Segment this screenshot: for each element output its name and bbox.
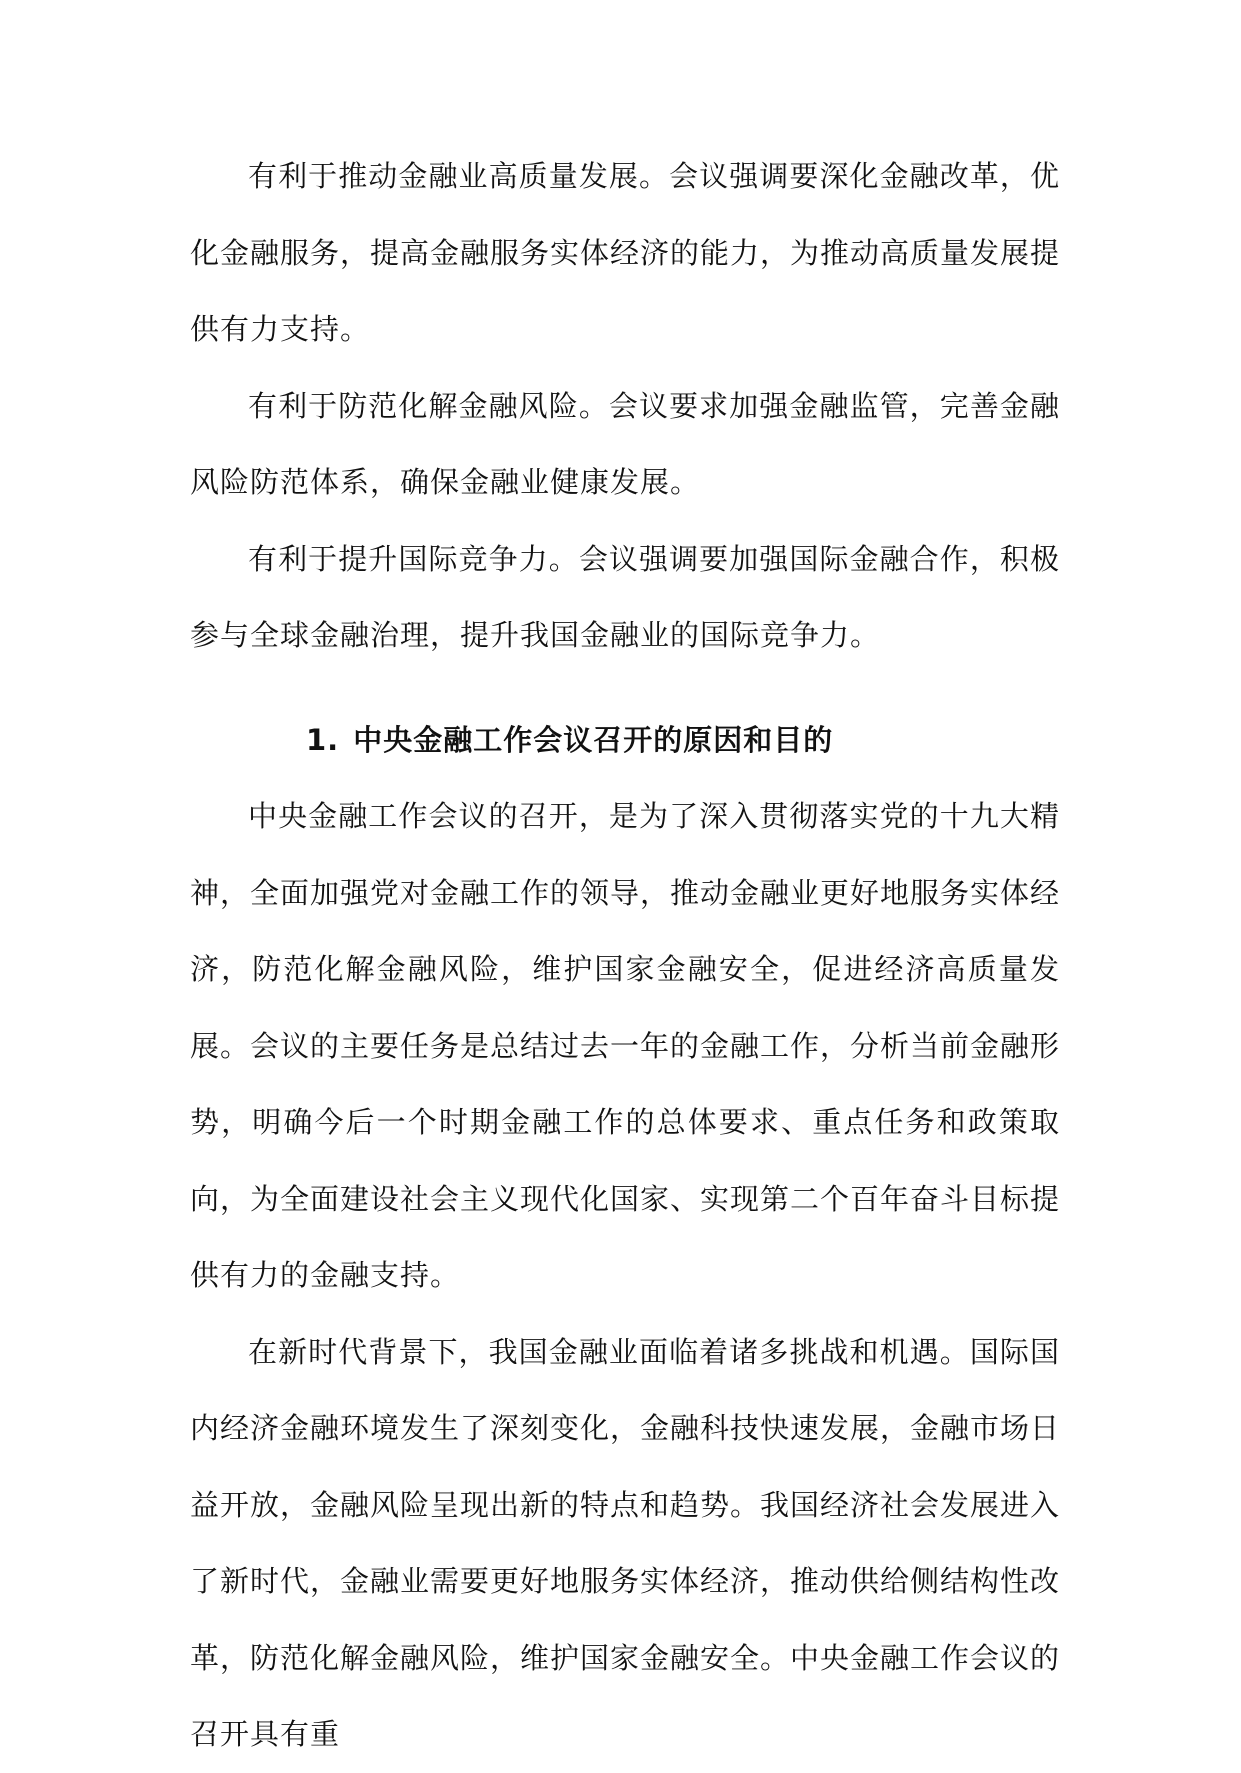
- paragraph-high-quality-development: 有利于推动金融业高质量发展。会议强调要深化金融改革，优化金融服务，提高金融服务实体经济的能力，为推动高质量发展提供有力支持。: [190, 159, 1061, 346]
- paragraph-international-competitiveness: 有利于提升国际竞争力。会议强调要加强国际金融合作，积极参与全球金融治理，提升我国金融业的国际竞争力。: [190, 541, 1060, 652]
- section-number: 1.: [306, 722, 340, 757]
- section-heading: [190, 702, 1060, 779]
- paragraph-new-era-background: 在新时代背景下，我国金融业面临着诸多挑战和机遇。国际国内经济金融环境发生了深刻变化，金融科技快速发展，金融市场日益开放，金融风险呈现出新的特点和趋势。我国经济社会发展进入了新时代，金融业需要更好地服务实体经济，推动供给侧结构性改革，防范化解金融风险，维护国家金融安全。中央金融工作会议的召开具有重: [190, 1334, 1061, 1751]
- section-title: 中央金融工作会议召开的原因和目的: [353, 722, 834, 757]
- document-page: [190, 138, 1060, 1773]
- paragraph-financial-risk: 有利于防范化解金融风险。会议要求加强金融监管，完善金融风险防范体系，确保金融业健康发展。: [190, 388, 1060, 499]
- paragraph-meeting-purpose: 中央金融工作会议的召开，是为了深入贯彻落实党的十九大精神，全面加强党对金融工作的领导，推动金融业更好地服务实体经济，防范化解金融风险，维护国家金融安全，促进经济高质量发展。会议的主要任务是总结过去一年的金融工作，分析当前金融形势，明确今后一个时期金融工作的总体要求、重点任务和政策取向，为全面建设社会主义现代化国家、实现第二个百年奋斗目标提供有力的金融支持。: [190, 799, 1061, 1292]
